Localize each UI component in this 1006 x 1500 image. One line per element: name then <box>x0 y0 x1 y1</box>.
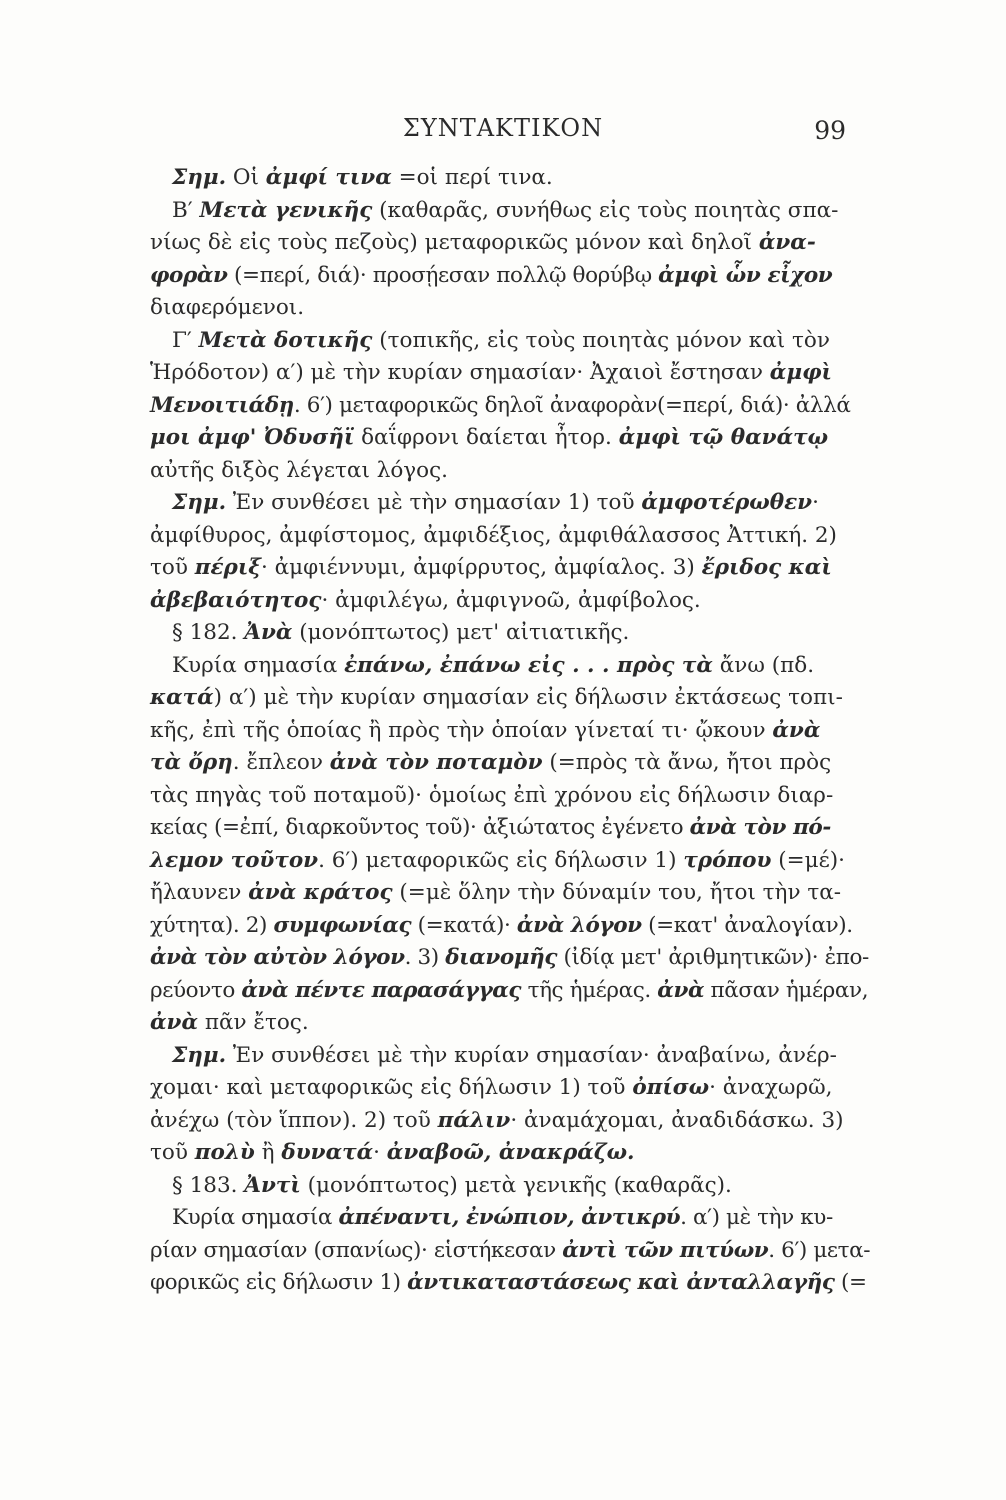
running-title: ΣΥΝΤΑΚΤΙΚΟΝ <box>402 114 604 142</box>
text-run: Κυρία σημασία <box>172 1205 339 1230</box>
text-line <box>150 650 850 683</box>
text-line <box>150 780 850 813</box>
emphasized-text: ἀναβοῶ, ἀνακράζω. <box>386 1140 635 1165</box>
text-line <box>150 1007 850 1040</box>
emphasized-text: πάλιν <box>437 1107 511 1133</box>
emphasized-text: Ἀνὰ <box>244 620 293 645</box>
text-run: · ἀμφιλέγω, ἀμφιγνοῶ, ἀμφίβολος. <box>321 587 701 613</box>
text-run: (=περί, διά)· προσῄεσαν πολλῷ θορύβῳ <box>227 262 659 288</box>
emphasized-text: μοι ἀμφ' Ὀδυσῆϊ <box>150 425 355 450</box>
text-run: . ἔπλεον <box>232 750 330 775</box>
text-run: (=κατ' ἀναλογίαν). <box>641 912 853 938</box>
text-line <box>150 715 850 748</box>
text-line <box>150 227 850 260</box>
text-line <box>150 455 850 488</box>
text-line <box>150 747 850 780</box>
text-line <box>150 617 850 650</box>
emphasized-text: ἀπέναντι, ἐνώπιον, ἀντικρύ <box>338 1205 681 1230</box>
text-line <box>150 812 850 845</box>
emphasized-text: ἀμφὶ <box>769 360 832 385</box>
text-run: (= <box>834 1270 867 1295</box>
text-line <box>150 682 850 715</box>
emphasized-text: ἀνὰ λόγον <box>516 912 642 938</box>
emphasized-text: Ἀντὶ <box>244 1172 301 1198</box>
text-run: πᾶσαν ἡμέραν, <box>704 977 869 1003</box>
text-run: ἀνέχω (τὸν ἵππον). 2) τοῦ <box>150 1107 438 1133</box>
page-header <box>0 112 1006 152</box>
text-line <box>150 585 850 618</box>
text-run: · ἀναμάχομαι, ἀναδιδάσκω. 3) <box>510 1107 844 1133</box>
text-run: (=κατά)· <box>411 912 517 938</box>
text-line <box>150 1267 867 1300</box>
emphasized-text: ἀμφοτέρωθεν <box>641 490 813 515</box>
text-line <box>150 1105 850 1138</box>
emphasized-text: ἀμφὶ τῷ θανάτῳ <box>618 425 829 450</box>
text-line <box>150 422 850 455</box>
emphasized-text: ἀμφί τινα <box>265 165 392 190</box>
emphasized-text: διανομῆς <box>445 945 558 970</box>
emphasized-text: ἀμφὶ ὧν εἶχον <box>658 262 833 288</box>
text-run: τοῦ <box>150 1140 195 1165</box>
text-run: Β′ <box>172 197 200 223</box>
text-run: (=πρὸς τὰ ἄνω, ἤτοι πρὸς <box>542 750 832 775</box>
emphasized-text: ἀνὰ <box>657 977 705 1003</box>
text-line <box>150 260 850 293</box>
text-run: ἢ <box>254 1140 282 1165</box>
text-run: ἄνω (πδ. <box>712 652 815 678</box>
emphasized-text: τὰ ὄρη <box>150 750 233 775</box>
emphasized-text: ἀνα- <box>758 230 816 255</box>
text-run: φορικῶς εἰς δήλωσιν 1) <box>150 1270 408 1295</box>
text-run: (=μὲ ὅλην τὴν δύναμίν του, ἤτοι τὴν τα- <box>392 880 842 905</box>
text-run: . α′) μὲ τὴν κυ- <box>680 1205 833 1230</box>
emphasized-text: ἀβεβαιότητος <box>150 587 322 613</box>
emphasized-text: Μετὰ γενικῆς <box>199 197 373 223</box>
emphasized-text: ἀνὰ τὸν αὐτὸν λόγον <box>150 945 405 970</box>
emphasized-text: ἀνὰ <box>772 717 821 743</box>
text-line <box>150 520 850 553</box>
text-run: § 182. <box>172 620 245 645</box>
text-run: Ἡρόδοτον) α′) μὲ τὴν κυρίαν σημασίαν· Ἀχαιοὶ ἔστησαν <box>150 360 770 385</box>
text-run: Οἱ <box>226 165 266 190</box>
text-run: (μονόπτωτος) μετὰ γενικῆς (καθαρᾶς). <box>300 1172 732 1198</box>
emphasized-text: ἀντὶ τῶν πιτύων <box>562 1237 769 1263</box>
text-run: χομαι· καὶ μεταφορικῶς εἰς δήλωσιν 1) τοῦ <box>150 1075 633 1100</box>
text-run: . 6′) μεταφορικῶς εἰς δήλωσιν 1) <box>318 847 684 873</box>
emphasized-text: ἔριδος καὶ <box>701 555 832 580</box>
text-line <box>150 487 850 520</box>
text-run: · ἀναχωρῶ, <box>709 1075 833 1100</box>
emphasized-text: ἀνὰ πέντε παρασάγγας <box>241 977 522 1003</box>
emphasized-text: Σημ. <box>172 165 227 190</box>
text-run: κείας (=ἐπί, διαρκοῦντος τοῦ)· ἀξιώτατος ἐγένετο <box>150 815 690 840</box>
text-run: · ἀμφιέννυμι, ἀμφίρρυτος, ἀμφίαλος. 3) <box>261 555 702 580</box>
emphasized-text: δυνατά <box>281 1140 374 1165</box>
text-run: κῆς, ἐπὶ τῆς ὁποίας ἢ πρὸς τὴν ὁποίαν γίνεταί τι· ᾤκουν <box>150 717 773 743</box>
text-run: χύτητα). 2) <box>150 912 274 938</box>
text-line <box>150 1137 850 1170</box>
emphasized-text: κατά <box>150 685 214 710</box>
emphasized-text: Σημ. <box>172 1042 227 1068</box>
text-run: ἤλαυνεν <box>150 880 249 905</box>
text-run: . 3) <box>404 945 446 970</box>
text-line <box>150 1170 850 1203</box>
text-line <box>150 552 850 585</box>
emphasized-text: φορὰν <box>150 262 228 288</box>
text-line <box>150 1202 850 1235</box>
emphasized-text: συμφωνίας <box>273 912 412 938</box>
text-run: Ἐν συνθέσει μὲ τὴν σημασίαν 1) τοῦ <box>226 490 642 515</box>
text-run: (ἰδίᾳ μετ' ἀριθμητικῶν)· ἐπο- <box>557 945 869 970</box>
text-line <box>150 195 850 228</box>
text-run: · <box>373 1140 387 1165</box>
text-line <box>150 1235 871 1268</box>
emphasized-text: ἀνὰ τὸν ποταμὸν <box>329 750 543 775</box>
text-run: ἀμφίθυρος, ἀμφίστομος, ἀμφιδέξιος, ἀμφιθάλασσος Ἀττική. 2) <box>150 522 837 548</box>
emphasized-text: ἀνὰ τὸν πό- <box>689 815 831 840</box>
text-run: τὰς πηγὰς τοῦ ποταμοῦ)· ὁμοίως ἐπὶ χρόνου εἰς δήλωσιν διαρ- <box>150 782 834 808</box>
text-run: Ἐν συνθέσει μὲ τὴν κυρίαν σημασίαν· ἀναβαίνω, ἀνέρ- <box>226 1042 837 1068</box>
emphasized-text: ἀνὰ κράτος <box>248 880 393 905</box>
text-run: τοῦ <box>150 555 195 580</box>
emphasized-text: πολὺ <box>194 1140 255 1165</box>
emphasized-text: τρόπου <box>683 847 772 873</box>
text-line <box>150 1072 850 1105</box>
text-run: . 6′) μετα- <box>768 1237 871 1263</box>
emphasized-text: λεμον τοῦτον <box>150 847 319 873</box>
text-run: (καθαρᾶς, συνήθως εἰς τοὺς ποιητὰς σπα- <box>372 197 839 223</box>
text-run: (=μέ)· <box>771 847 845 873</box>
emphasized-text: ὀπίσω <box>632 1075 710 1100</box>
emphasized-text: ἐπάνω, ἐπάνω εἰς . . . πρὸς τὰ <box>344 652 713 678</box>
text-line <box>150 1040 850 1073</box>
text-line <box>150 910 853 943</box>
emphasized-text: Σημ. <box>172 490 227 515</box>
text-run: αὐτῆς διξὸς λέγεται λόγος. <box>150 457 448 483</box>
text-run: δαΐφρονι δαίεται ἦτορ. <box>354 425 619 450</box>
body-text <box>150 162 871 1300</box>
emphasized-text: ἀνὰ <box>150 1010 199 1035</box>
text-line <box>150 975 869 1008</box>
text-run: · <box>812 490 819 515</box>
text-run: νίως δὲ εἰς τοὺς πεζοὺς) μεταφορικῶς μόνον καὶ δηλοῖ <box>150 230 759 255</box>
text-run: (τοπικῆς, εἰς τοὺς ποιητὰς μόνον καὶ τὸν <box>372 327 830 353</box>
text-run: πᾶν ἔτος. <box>198 1010 309 1035</box>
emphasized-text: Μετὰ δοτικῆς <box>198 327 373 353</box>
text-line <box>150 877 850 910</box>
text-run: ρεύοντο <box>150 977 242 1003</box>
emphasized-text: ἀντικαταστάσεως καὶ ἀνταλλαγῆς <box>407 1270 835 1295</box>
text-run: ρίαν σημασίαν (σπανίως)· εἱστήκεσαν <box>150 1237 563 1263</box>
text-line <box>150 162 850 195</box>
text-run: =οἱ περί τινα. <box>391 165 553 190</box>
text-run: τῆς ἡμέρας. <box>521 977 658 1003</box>
text-run: διαφερόμενοι. <box>150 295 305 320</box>
text-line <box>150 942 869 975</box>
text-line <box>150 845 850 878</box>
text-line <box>150 357 850 390</box>
text-line <box>150 325 850 358</box>
text-run: (μονόπτωτος) μετ' αἰτιατικῆς. <box>292 620 630 645</box>
text-run: Γ′ <box>172 327 199 353</box>
emphasized-text: Μενοιτιάδῃ <box>150 392 294 418</box>
text-run: Κυρία σημασία <box>172 652 345 678</box>
emphasized-text: πέριξ <box>194 555 261 580</box>
text-line <box>150 390 850 423</box>
text-line <box>150 292 850 325</box>
page-number: 99 <box>814 116 846 145</box>
text-run: § 183. <box>172 1172 245 1198</box>
text-run: . 6′) μεταφορικῶς δηλοῖ ἀναφορὰν(=περί, διά)· ἀλλά <box>293 392 851 418</box>
text-run: ) α′) μὲ τὴν κυρίαν σημασίαν εἰς δήλωσιν ἐκτάσεως τοπι- <box>213 685 843 710</box>
